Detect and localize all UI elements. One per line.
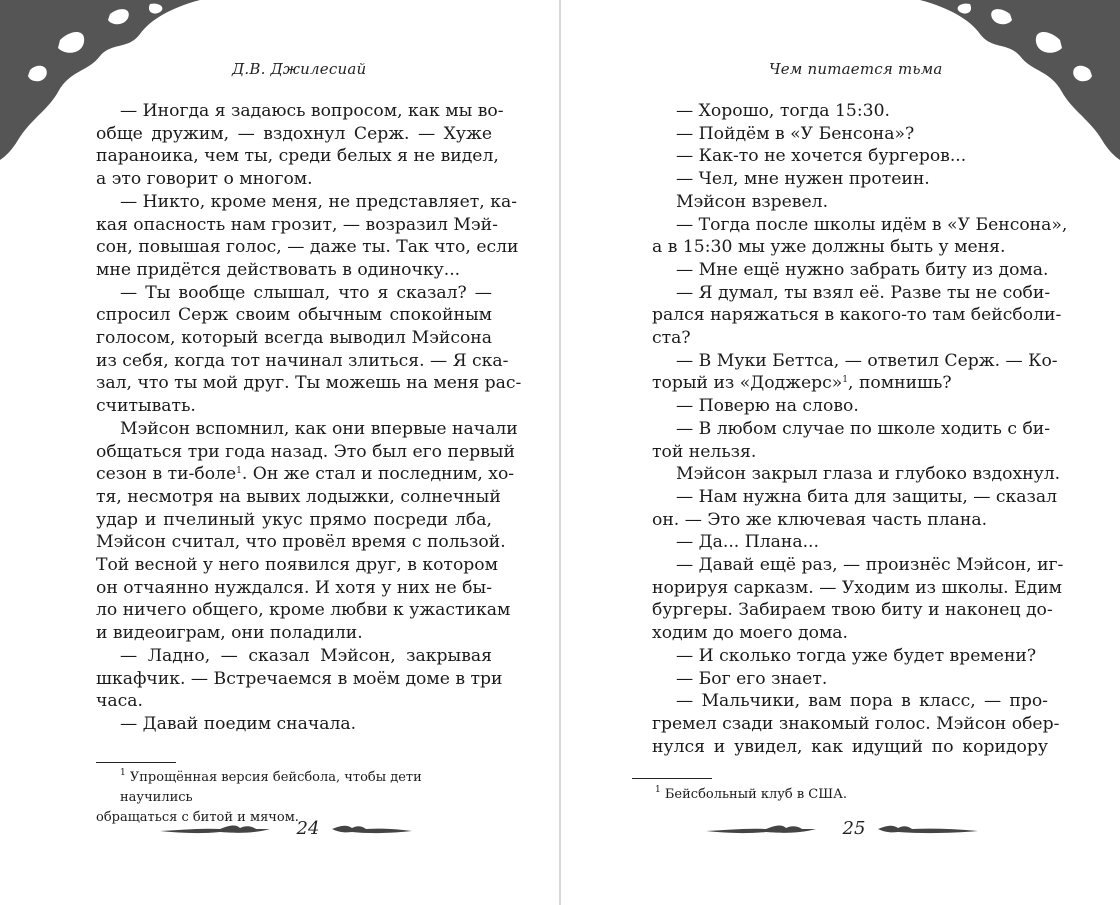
folio-ornament-right (878, 822, 978, 836)
text-line: тя, несмотря на вывих лодыжки, солнечный (96, 486, 501, 507)
right-page-text (652, 100, 1068, 758)
text-line: голосом, который всегда выводил Мэйсона (96, 328, 492, 349)
footnote-reference[interactable]: 1 (842, 375, 849, 386)
text-line: мне придётся действовать в одиночку... (96, 259, 461, 280)
text-line: Той весной у него появился друг, в котором (96, 555, 499, 576)
text-line: — Тогда после школы идём в «У Бенсона», (676, 214, 1068, 235)
text-line: — Да... Плана... (676, 532, 819, 553)
left-page-text (96, 100, 522, 736)
text-line: — Давай поедим сначала. (120, 713, 357, 734)
text-line: той нельзя. (652, 441, 757, 462)
left-page (0, 0, 559, 905)
text-line: считывать. (96, 396, 196, 417)
running-head-title: Чем питается тьма (769, 60, 943, 78)
text-segment: . Он же стал и последним, хо- (241, 464, 515, 485)
folio-ornament-left (160, 822, 270, 836)
text-line: рался наряжаться в какого-то там бейсболи- (652, 305, 1062, 326)
page-number: 25 (842, 818, 866, 839)
text-line: — В любом случае по школе ходить с би- (676, 418, 1051, 439)
text-line: Мэйсон считал, что провёл время с пользой. (96, 532, 506, 553)
folio-ornament-left (706, 822, 816, 836)
text-line: — Ты вообще слышал, что я сказал? — (120, 282, 492, 303)
text-line: — Как-то не хочется бургеров... (676, 146, 967, 167)
footnote-line (96, 768, 496, 808)
footnote-divider (96, 762, 176, 763)
page-folio (706, 818, 1006, 844)
text-line: ста? (652, 328, 691, 349)
text-line: обще дружим, — вздохнул Серж. — Хуже (96, 123, 492, 144)
text-line: шкафчик. — Встречаемся в моём доме в три (96, 668, 503, 689)
text-line: спросил Серж своим обычным спокойным (96, 305, 492, 326)
text-line: кая опасность нам грозит, — возразил Мэй- (96, 214, 498, 235)
text-line: — В Муки Беттса, — ответил Серж. — Ко- (676, 350, 1058, 371)
text-line: часа. (96, 691, 143, 712)
footnote-reference[interactable]: 1 (236, 466, 242, 477)
footnote-mark: 1 (655, 785, 661, 795)
footnote-line: обращаться с битой и мячом. (96, 810, 299, 825)
text-line: он отчаянно нуждался. И хотя у них не бы- (96, 577, 492, 598)
text-line: — Бог его знает. (676, 668, 828, 689)
text-line: общаться три года назад. Это был его первый (96, 441, 515, 462)
text-line: из себя, когда тот начинал злиться. — Я ска- (96, 350, 509, 371)
footnote-text: Упрощённая версия бейсбола, чтобы дети научились (120, 770, 422, 805)
footnote-line (655, 785, 1055, 805)
footnote-divider (632, 778, 712, 779)
text-line: — Пойдём в «У Бенсона»? (676, 123, 915, 144)
text-line: — Нам нужна бита для защиты, — сказал (676, 486, 1058, 507)
text-line: параноика, чем ты, среди белых я не видел, (96, 146, 499, 167)
text-line: гремел сзади знакомый голос. Мэйсон обер- (652, 713, 1060, 734)
text-line: — Иногда я задаюсь вопросом, как мы во- (120, 101, 504, 121)
text-line: — Мне ещё нужно забрать биту из дома. (676, 259, 1049, 280)
text-line: он. — Это же ключевая часть плана. (652, 509, 988, 530)
text-segment: , помнишь? (848, 373, 952, 394)
right-page (561, 0, 1120, 905)
text-line: Мэйсон взревел. (676, 191, 829, 212)
text-line: Мэйсон вспомнил, как они впервые начали (120, 418, 518, 439)
text-line: — Поверю на слово. (676, 396, 859, 417)
text-line: и видеоиграм, они поладили. (96, 623, 363, 644)
text-line: — Чел, мне нужен протеин. (676, 169, 930, 190)
text-line: — И сколько тогда уже будет времени? (676, 645, 1037, 666)
text-line-with-footnote (652, 372, 1048, 395)
text-line: бургеры. Забираем твою биту и наконец до- (652, 600, 1053, 621)
running-head-author: Д.В. Джилесuай (232, 60, 367, 78)
text-line-with-footnote (96, 463, 515, 486)
text-line: а в 15:30 мы уже должны быть у меня. (652, 237, 1006, 258)
text-line: удар и пчелиный укус прямо посреди лба, (96, 509, 492, 530)
text-line: — Ладно, — сказал Мэйсон, закрывая (120, 645, 492, 666)
footnote (655, 785, 1055, 805)
text-line: норируя сарказм. — Уходим из школы. Едим (652, 577, 1063, 598)
text-line: — Я думал, ты взял её. Разве ты не соби- (676, 282, 1051, 303)
text-line: — Никто, кроме меня, не представляет, ка- (120, 191, 518, 212)
text-segment: торый из «Доджерс» (652, 373, 843, 394)
text-line: Мэйсон закрыл глаза и глубоко вздохнул. (676, 464, 1061, 485)
text-line: ходим до моего дома. (652, 623, 849, 644)
text-line: сон, повышая голос, — даже ты. Так что, если (96, 237, 519, 258)
text-line: зал, что ты мой друг. Ты можешь на меня рас- (96, 373, 522, 394)
page-folio (160, 818, 460, 844)
footnote-mark: 1 (120, 768, 126, 778)
page-number: 24 (296, 818, 320, 839)
text-line: — Давай ещё раз, — произнёс Мэйсон, иг- (676, 555, 1064, 576)
text-line: нулся и увидел, как идущий по коридору (652, 736, 1048, 757)
folio-ornament-right (332, 822, 412, 836)
text-segment: сезон в ти-боле (96, 464, 237, 485)
text-line: — Мальчики, вам пора в класс, — про- (676, 691, 1048, 712)
text-line: а это говорит о многом. (96, 169, 313, 190)
text-line: — Хорошо, тогда 15:30. (676, 101, 890, 121)
text-line: ло ничего общего, кроме любви к ужастикам (96, 600, 511, 621)
footnote-text: Бейсбольный клуб в США. (664, 787, 848, 802)
